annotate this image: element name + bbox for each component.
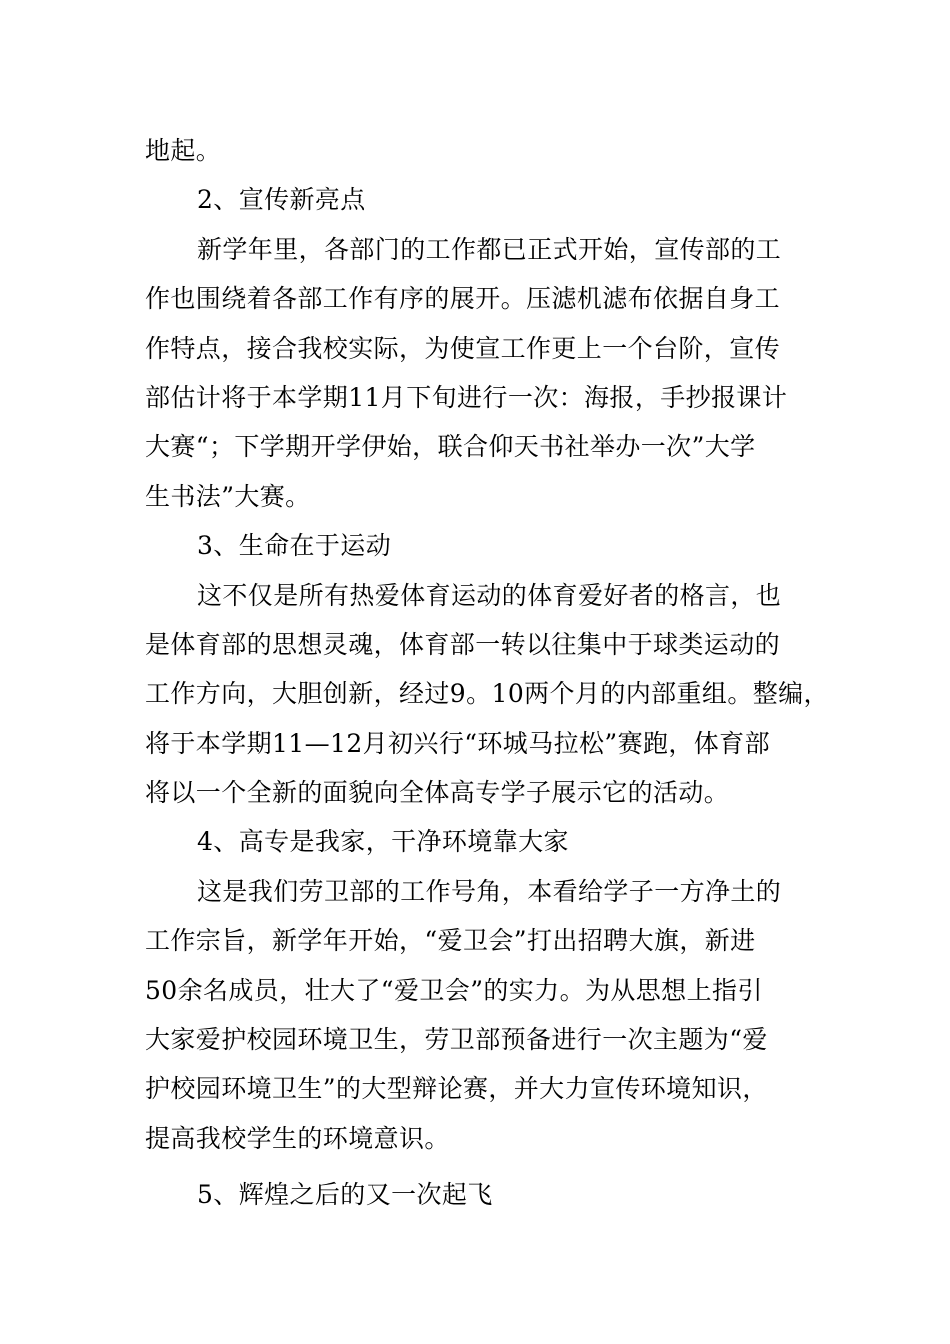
section-heading: 4、高专是我家，干净环境靠大家 bbox=[197, 827, 569, 857]
text-line: 工作方向，大胆创新，经过9。10两个月的内部重组。整编， bbox=[145, 679, 829, 709]
text-line: 护校园环境卫生”的大型辩论赛，并大力宣传环境知识， bbox=[145, 1074, 768, 1104]
text-line: 50余名成员，壮大了“爱卫会”的实力。为从思想上指引 bbox=[145, 975, 763, 1005]
text-line: 大家爱护校园环境卫生，劳卫部预备进行一次主题为“爱 bbox=[145, 1025, 768, 1055]
text-line: 这是我们劳卫部的工作号角，本看给学子一方净土的 bbox=[197, 876, 782, 906]
document-body bbox=[145, 126, 829, 1220]
text-line: 地起。 bbox=[145, 136, 222, 165]
text-line: 部估计将于本学期11月下旬进行一次：海报，手抄报课计 bbox=[145, 382, 788, 412]
text-line: 新学年里，各部门的工作都已正式开始，宣传部的工 bbox=[197, 234, 782, 264]
text-line: 工作宗旨，新学年开始，“爱卫会”打出招聘大旗，新进 bbox=[145, 926, 756, 956]
section-heading: 5、辉煌之后的又一次起飞 bbox=[197, 1180, 493, 1210]
text-line: 将以一个全新的面貌向全体高专学子展示它的活动。 bbox=[145, 778, 730, 808]
text-line: 大赛“；下学期开学伊始，联合仰天书社举办一次”大学 bbox=[145, 432, 756, 462]
text-line: 生书法”大赛。 bbox=[145, 481, 311, 511]
text-line: 提高我校学生的环境意识。 bbox=[145, 1123, 450, 1153]
text-line: 是体育部的思想灵魂，体育部一转以往集中于球类运动的 bbox=[145, 629, 781, 659]
text-line: 将于本学期11—12月初兴行“环城马拉松”赛跑，体育部 bbox=[145, 728, 770, 758]
paragraph-gap bbox=[145, 1163, 815, 1170]
section-heading: 3、生命在于运动 bbox=[197, 531, 392, 561]
text-line: 作特点，接合我校实际，为使宣工作更上一个台阶，宣传 bbox=[145, 333, 781, 363]
text-line: 作也围绕着各部工作有序的展开。压滤机滤布依据自身工 bbox=[145, 284, 781, 314]
section-heading: 2、宣传新亮点 bbox=[197, 185, 366, 215]
text-line: 这不仅是所有热爱体育运动的体育爱好者的格言，也 bbox=[197, 580, 782, 610]
